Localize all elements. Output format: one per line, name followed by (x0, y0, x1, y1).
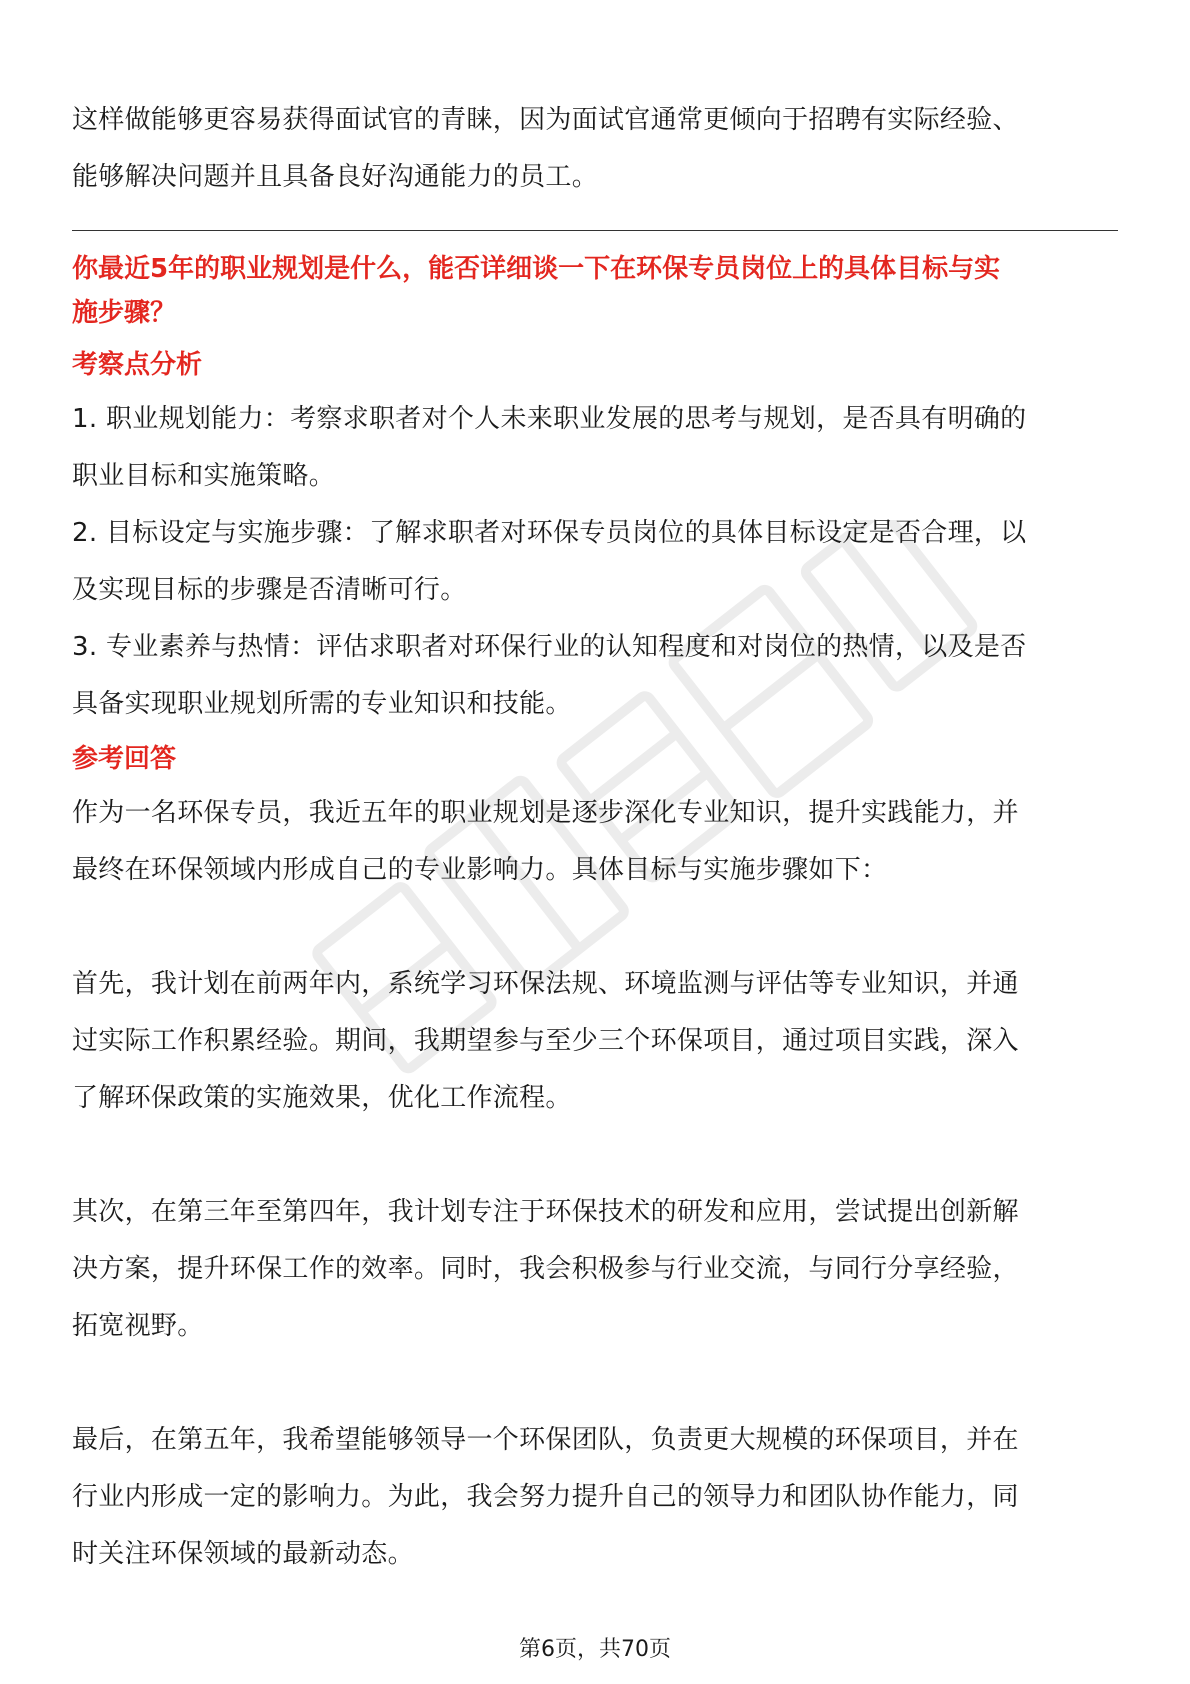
analysis-item-line: 3. 专业素养与热情：评估求职者对环保行业的认知程度和对岗位的热情，以及是否 (72, 632, 1027, 662)
question-heading (72, 251, 1118, 331)
answer-paragraph (72, 1184, 1118, 1355)
answer-line: 拓宽视野。 (72, 1311, 204, 1341)
answer-line: 决方案，提升环保工作的效率。同时，我会积极参与行业交流，与同行分享经验， (72, 1254, 1019, 1284)
answer-line: 最后，在第五年，我希望能够领导一个环保团队，负责更大规模的环保项目，并在 (72, 1425, 1019, 1455)
intro-line: 这样做能够更容易获得面试官的青睐，因为面试官通常更倾向于招聘有实际经验、 (72, 105, 1019, 135)
answer-body (72, 785, 1118, 1583)
answer-line: 首先，我计划在前两年内，系统学习环保法规、环境监测与评估等专业知识，并通 (72, 969, 1019, 999)
answer-paragraph (72, 1412, 1118, 1583)
analysis-item (72, 505, 1118, 619)
question-line: 你最近5年的职业规划是什么，能否详细谈一下在环保专员岗位上的具体目标与实 (72, 254, 1001, 284)
paragraph-gap (72, 1355, 1118, 1412)
document-page (72, 92, 1118, 1583)
answer-line: 时关注环保领域的最新动态。 (72, 1539, 414, 1569)
answer-line: 了解环保政策的实施效果，优化工作流程。 (72, 1083, 572, 1113)
paragraph-gap (72, 1127, 1118, 1184)
analysis-item (72, 619, 1118, 733)
analysis-item-line: 及实现目标的步骤是否清晰可行。 (72, 575, 467, 605)
paragraph-gap (72, 899, 1118, 956)
answer-paragraph (72, 956, 1118, 1127)
section-divider (72, 230, 1118, 231)
answer-line: 最终在环保领域内形成自己的专业影响力。具体目标与实施步骤如下： (72, 855, 888, 885)
intro-paragraph (72, 92, 1118, 206)
analysis-item-line: 2. 目标设定与实施步骤：了解求职者对环保专员岗位的具体目标设定是否合理，以 (72, 518, 1027, 548)
answer-paragraph (72, 785, 1118, 899)
answer-line: 过实际工作积累经验。期间，我期望参与至少三个环保项目，通过项目实践，深入 (72, 1026, 1019, 1056)
analysis-item-line: 具备实现职业规划所需的专业知识和技能。 (72, 689, 572, 719)
intro-line: 能够解决问题并且具备良好沟通能力的员工。 (72, 162, 599, 192)
answer-line: 行业内形成一定的影响力。为此，我会努力提升自己的领导力和团队协作能力，同 (72, 1482, 1019, 1512)
analysis-item-line: 1. 职业规划能力：考察求职者对个人未来职业发展的思考与规划，是否具有明确的 (72, 404, 1027, 434)
question-line: 施步骤？ (72, 298, 177, 328)
answer-heading: 参考回答 (72, 744, 177, 774)
analysis-list (72, 391, 1118, 733)
page-number: 第6页，共70页 (519, 1637, 671, 1662)
analysis-item-line: 职业目标和实施策略。 (72, 461, 336, 491)
answer-line: 其次，在第三年至第四年，我计划专注于环保技术的研发和应用，尝试提出创新解 (72, 1197, 1019, 1227)
answer-line: 作为一名环保专员，我近五年的职业规划是逐步深化专业知识，提升实践能力，并 (72, 798, 1019, 828)
analysis-item (72, 391, 1118, 505)
analysis-heading: 考察点分析 (72, 350, 203, 380)
